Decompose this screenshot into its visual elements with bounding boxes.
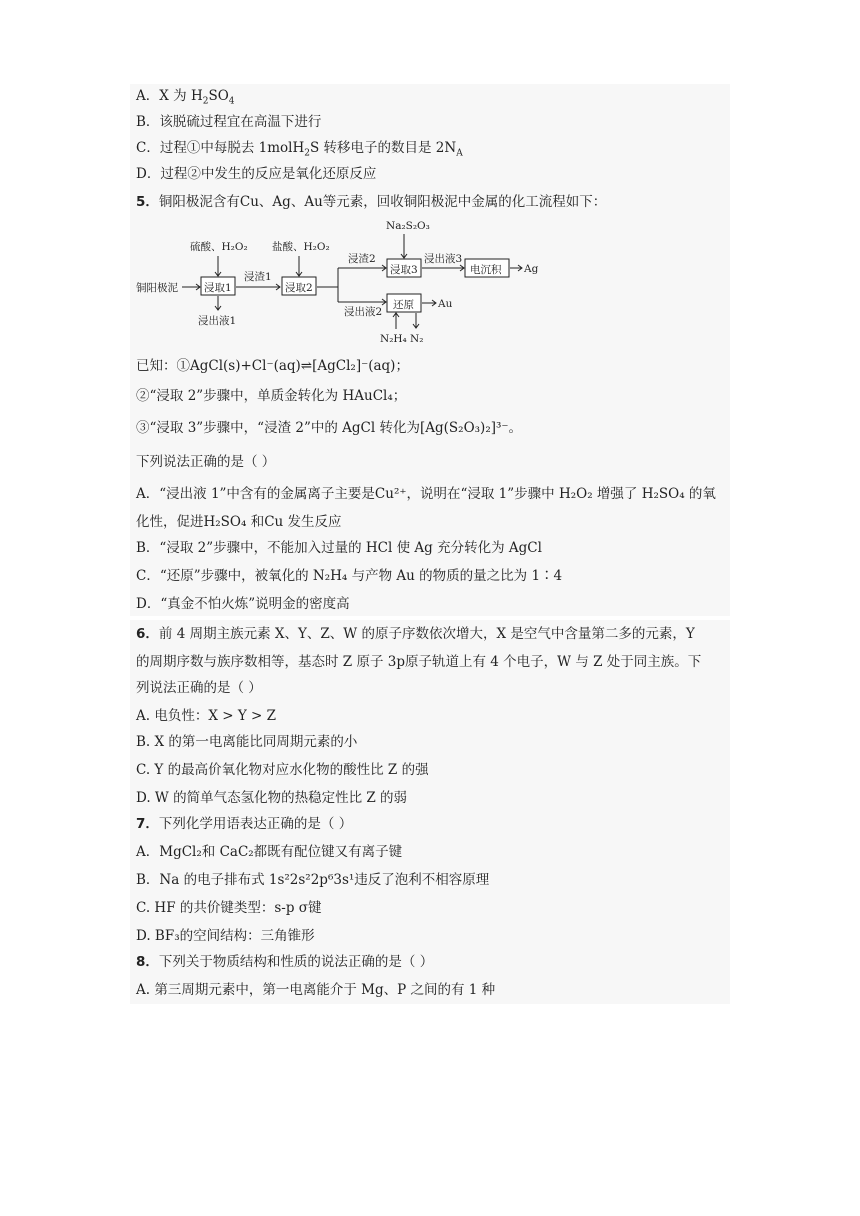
label-au: Au [438,298,453,310]
label-leach3: 浸取3 [390,264,418,276]
label-liquor3: 浸出液3 [424,253,463,265]
label-ag: Ag [524,263,539,275]
label-liquor2: 浸出液2 [344,306,383,318]
label-leach3-reagent: Na₂S₂O₃ [386,220,430,232]
label-leach2-reagent: 盐酸、H₂O₂ [272,241,330,253]
q4-option-d: D．过程②中发生的反应是氧化还原反应 [136,166,377,182]
q5-known-1: 已知：①AgCl(s)+Cl⁻(aq)⇌[AgCl₂]⁻(aq)； [136,358,409,374]
q7-option-d: D. BF₃的空间结构：三角锥形 [136,928,315,944]
q6-number: 6． [136,626,159,642]
q6-option-d: D. W 的简单气态氢化物的热稳定性比 Z 的弱 [136,790,408,806]
label-reduce: 还原 [393,299,414,311]
q7-option-c: C. HF 的共价键类型：s-p σ键 [136,900,322,916]
label-leach1-reagent: 硫酸、H₂O₂ [190,241,248,253]
q6-option-c: C. Y 的最高价氧化物对应水化物的酸性比 Z 的强 [136,762,429,778]
label-start: 铜阳极泥 [136,282,178,294]
q5-option-c: C．“还原”步骤中，被氧化的 N₂H₄ 与产物 Au 的物质的量之比为 1∶4 [136,568,563,584]
q8-option-a: A. 第三周期元素中，第一电离能介于 Mg、P 之间的有 1 种 [136,982,496,998]
label-n2: N₂ [410,333,424,345]
label-residue2: 浸渣2 [348,253,376,265]
q6-option-b: B. X 的第一电离能比同周期元素的小 [136,734,358,750]
q5-number: 5． [136,194,159,210]
q7-option-b: B．Na 的电子排布式 1s²2s²2p⁶3s¹违反了泡利不相容原理 [136,872,490,888]
label-n2h4: N₂H₄ [380,333,407,345]
q7-number: 7． [136,816,159,832]
label-electro: 电沉积 [470,264,502,276]
q5-option-b: B．“浸取 2”步骤中，不能加入过量的 HCl 使 Ag 充分转化为 AgCl [136,540,542,556]
q4-option-a: A．X 为 $H_2SO_4$ [136,88,235,107]
q5-option-d: D．“真金不怕火炼”说明金的密度高 [136,596,350,612]
q6-stem-line2: 的周期序数与族序数相等，基态时 Z 原子 3p原子轨道上有 4 个电子，W 与 Z 处于同主族。下 [136,654,702,670]
q7-option-a: A．MgCl₂和 CaC₂都既有配位键又有离子键 [136,844,403,860]
q6-stem-line1: 6．前 4 周期主族元素 X、Y、Z、W 的原子序数依次增大，X 是空气中含量第二多的元素，Y [136,626,695,642]
q6-option-a: A. 电负性：X > Y > Z [136,708,277,724]
label-leach1: 浸取1 [204,282,232,294]
q4-option-b: B．该脱硫过程宜在高温下进行 [136,114,322,130]
q8-stem: 8．下列关于物质结构和性质的说法正确的是（ ） [136,954,434,970]
q5-known-2: ②“浸取 2”步骤中，单质金转化为 HAuCl₄； [136,388,407,404]
q5-option-a-line2: 化性，促进H₂SO₄ 和Cu 发生反应 [136,514,342,530]
q5-known-3: ③“浸取 3”步骤中，“浸渣 2”中的 AgCl 转化为[Ag(S₂O₃)₂]³⁻。 [136,420,523,436]
flow-diagram [134,214,584,350]
q8-number: 8． [136,954,159,970]
q5-stem: 5．铜阳极泥含有Cu、Ag、Au等元素，回收铜阳极泥中金属的化工流程如下： [136,194,607,210]
q6-stem-line3: 列说法正确的是（ ） [136,680,262,696]
q4-option-c: C．过程①中每脱去 1molH$_2$S 转移电子的数目是 $2N_A$ [136,140,463,159]
q7-stem: 7．下列化学用语表达正确的是（ ） [136,816,353,832]
label-leach1-out: 浸出液1 [198,315,237,327]
label-residue1: 浸渣1 [244,271,272,283]
label-leach2: 浸取2 [285,282,313,294]
q5-option-a-line1: A．“浸出液 1”中含有的金属离子主要是Cu²⁺，说明在“浸取 1”步骤中 H₂O₂ 增强了 H₂SO₄ 的氧 [136,486,716,502]
q5-ask: 下列说法正确的是（ ） [136,454,276,470]
